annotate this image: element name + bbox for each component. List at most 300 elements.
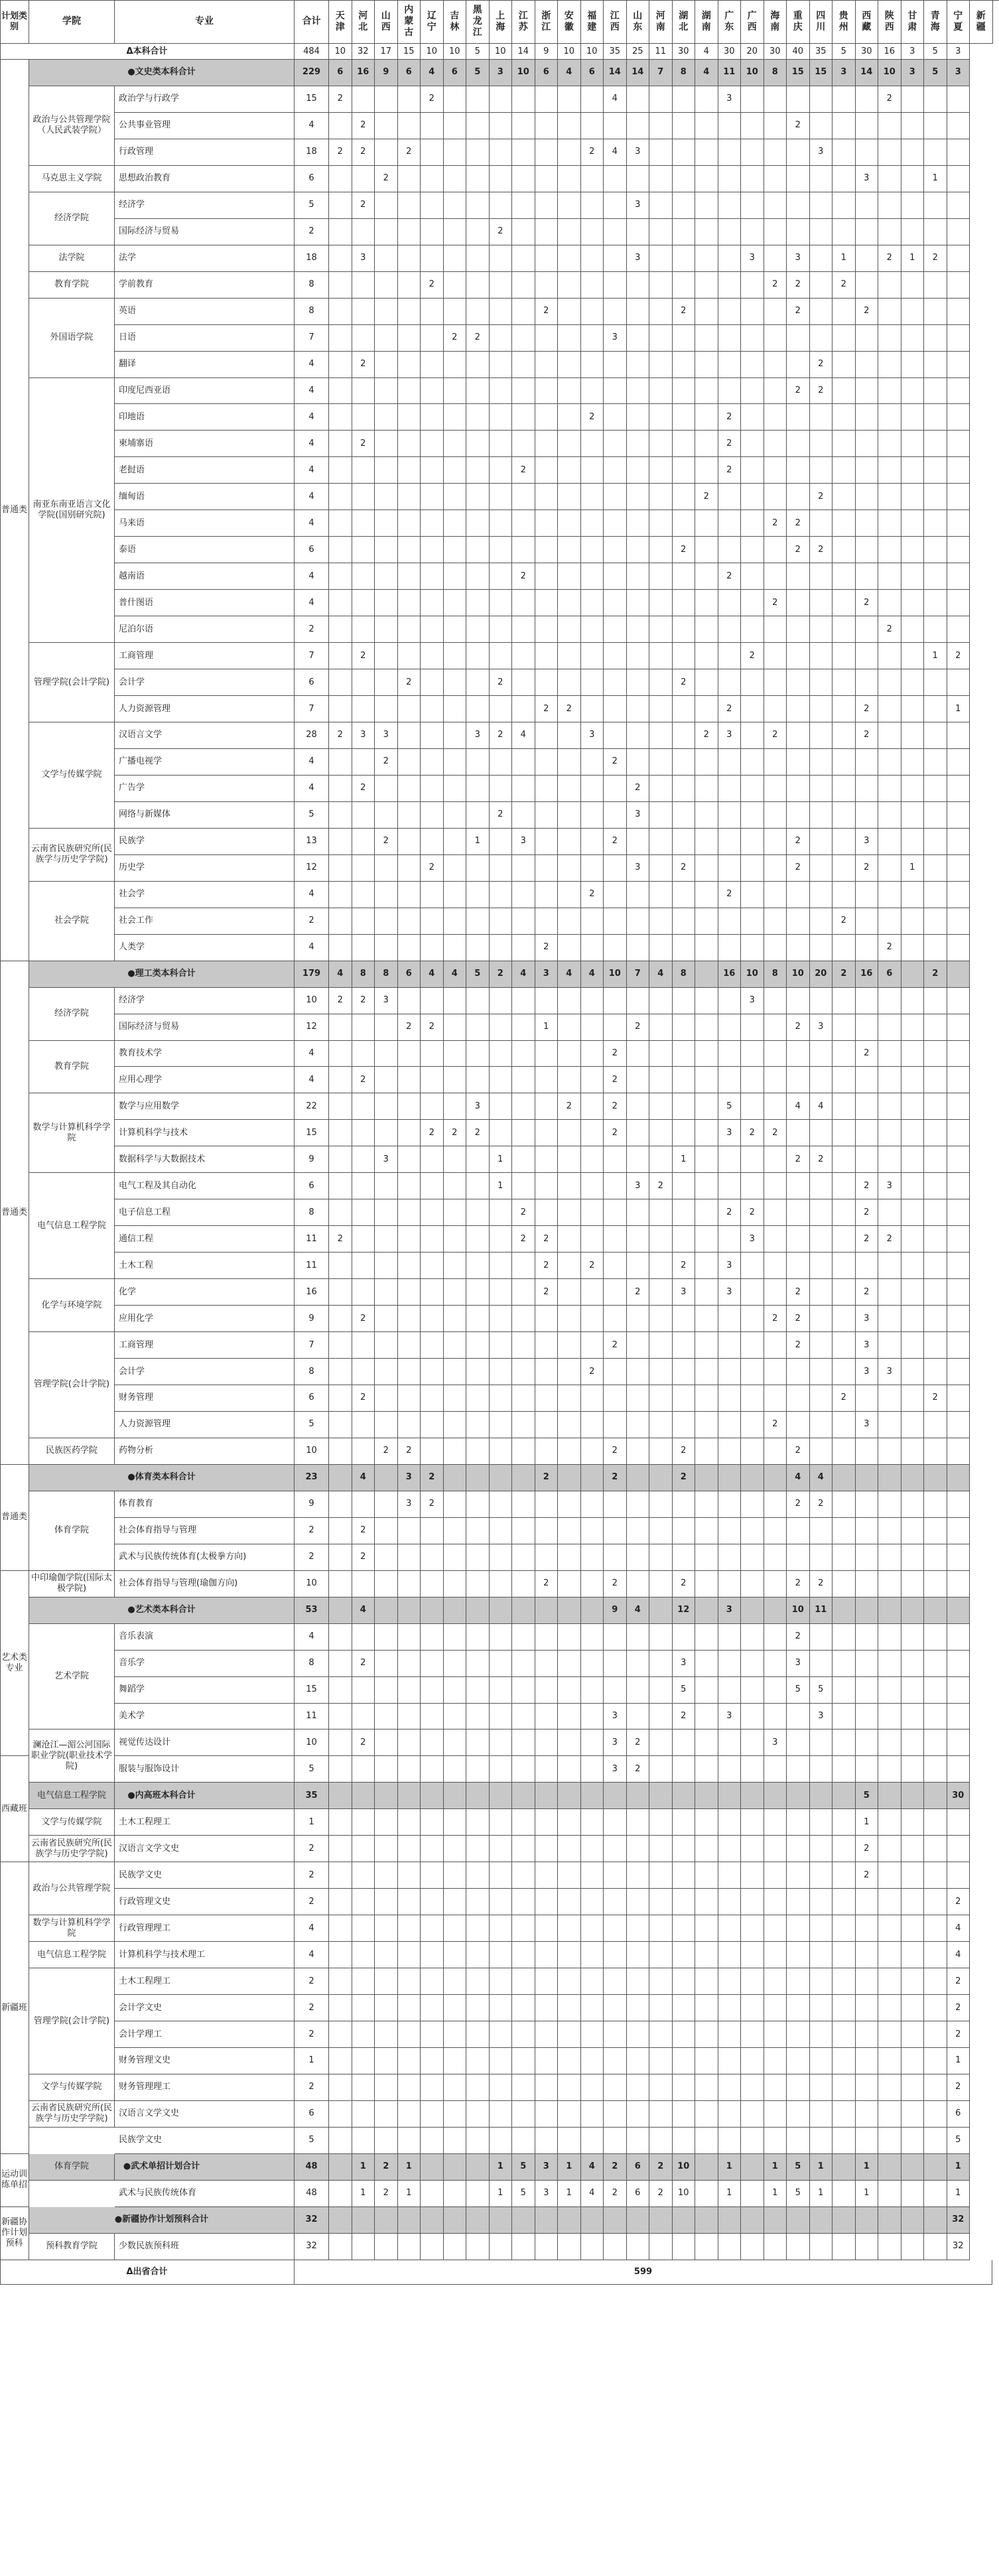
- province-value: [329, 908, 352, 935]
- province-value: 3: [604, 1756, 627, 1783]
- province-value: [535, 829, 559, 855]
- province-value: [741, 829, 764, 855]
- province-value: [627, 404, 650, 431]
- province-value: [741, 1756, 764, 1783]
- province-value: [375, 2048, 398, 2074]
- province-value: [924, 1226, 947, 1253]
- province-value: [581, 1862, 604, 1889]
- province-value: 2: [421, 1491, 444, 1518]
- college-name: 社会学院: [29, 882, 115, 961]
- province-value: [901, 352, 925, 378]
- province-value: [695, 988, 718, 1014]
- major-name: 社会学: [115, 882, 295, 908]
- province-value: [490, 1438, 513, 1465]
- province-value: [901, 1942, 925, 1968]
- row-total-value: 32: [295, 2234, 329, 2260]
- province-value: [878, 988, 901, 1014]
- province-value: [398, 219, 421, 245]
- province-value: [810, 404, 833, 431]
- province-value: [878, 1332, 901, 1359]
- province-value: 4: [787, 1093, 810, 1120]
- province-value: [490, 1465, 513, 1491]
- province-value: [832, 1889, 856, 1915]
- province-value: [581, 86, 604, 113]
- province-value: [741, 855, 764, 882]
- province-value: [695, 2154, 718, 2181]
- province-value: [878, 484, 901, 510]
- province-value: [673, 1120, 696, 1146]
- province-value: [329, 1253, 352, 1279]
- province-value: 3: [490, 60, 513, 86]
- province-value: 1: [673, 1146, 696, 1173]
- province-value: [832, 219, 856, 245]
- province-value: [444, 1465, 467, 1491]
- province-value: [856, 1465, 879, 1491]
- province-value: [466, 935, 490, 961]
- province-value: 8: [764, 60, 787, 86]
- province-value: 10: [741, 961, 764, 988]
- province-value: [444, 2074, 467, 2101]
- province-value: [581, 352, 604, 378]
- province-value: [535, 245, 559, 272]
- province-value: 2: [581, 404, 604, 431]
- province-value: [901, 669, 925, 696]
- province-value: [627, 325, 650, 352]
- province-value: [924, 590, 947, 616]
- province-value: [649, 325, 673, 352]
- row-total-value: 2: [295, 1862, 329, 1889]
- province-value: 2: [787, 537, 810, 563]
- province-value: [924, 457, 947, 484]
- province-value: 2: [787, 1332, 810, 1359]
- province-value: [741, 882, 764, 908]
- province-value: [695, 1385, 718, 1412]
- province-value: [604, 1226, 627, 1253]
- province-value: [924, 299, 947, 325]
- province-value: [535, 988, 559, 1014]
- major-name: 社会体育指导与管理: [115, 1518, 295, 1544]
- province-value: [741, 722, 764, 749]
- province-value: [741, 299, 764, 325]
- province-value: 2: [421, 272, 444, 299]
- province-value: [787, 669, 810, 696]
- province-value: [581, 1624, 604, 1651]
- college-name: 预科教育学院: [29, 2234, 115, 2260]
- province-value: [512, 1942, 535, 1968]
- row-total-value: 4: [295, 563, 329, 590]
- province-value: [558, 1704, 581, 1730]
- province-value: [741, 1014, 764, 1041]
- province-value: [466, 192, 490, 219]
- province-value: [718, 510, 742, 537]
- province-value: [581, 1729, 604, 1756]
- province-value: [947, 1120, 970, 1146]
- province-value: [832, 1041, 856, 1067]
- province-value: [878, 2128, 901, 2154]
- province-value: 2: [787, 1491, 810, 1518]
- province-value: [695, 1836, 718, 1862]
- province-value: 4: [512, 961, 535, 988]
- major-name: 应用化学: [115, 1306, 295, 1332]
- province-value: 2: [604, 1093, 627, 1120]
- province-value: [512, 325, 535, 352]
- province-value: [695, 1544, 718, 1571]
- province-value: [558, 1968, 581, 1995]
- province-value: [856, 2207, 879, 2234]
- province-value: [490, 1809, 513, 1836]
- province-value: 3: [535, 961, 559, 988]
- province-value: [329, 1729, 352, 1756]
- province-value: [398, 1651, 421, 1677]
- province-value: [329, 2181, 352, 2207]
- province-value: [604, 431, 627, 457]
- province-value: [856, 1518, 879, 1544]
- province-value: [924, 1889, 947, 1915]
- province-value: [901, 2101, 925, 2128]
- province-value: [490, 696, 513, 722]
- province-value: 1: [810, 2154, 833, 2181]
- major-name: 国际经济与贸易: [115, 219, 295, 245]
- province-value: [329, 776, 352, 802]
- province-value: [878, 113, 901, 139]
- province-value: 2: [352, 988, 375, 1014]
- province-value: [375, 1385, 398, 1412]
- province-value: [649, 776, 673, 802]
- province-value: 2: [490, 722, 513, 749]
- province-value: [512, 1704, 535, 1730]
- province-value: 12: [673, 1597, 696, 1624]
- province-value: [787, 1173, 810, 1199]
- province-value: [741, 776, 764, 802]
- province-value: [810, 457, 833, 484]
- province-value: [466, 1809, 490, 1836]
- province-value: 2: [787, 1438, 810, 1465]
- province-value: [901, 908, 925, 935]
- province-value: [901, 484, 925, 510]
- province-value: [581, 1332, 604, 1359]
- province-value: [924, 802, 947, 829]
- province-value: [375, 219, 398, 245]
- province-value: [329, 2207, 352, 2234]
- province-value: [673, 192, 696, 219]
- province-value: [947, 352, 970, 378]
- province-value: [421, 1332, 444, 1359]
- province-value: [787, 1359, 810, 1385]
- province-value: [901, 1226, 925, 1253]
- province-value: [764, 1862, 787, 1889]
- province-value: [764, 2021, 787, 2048]
- province-value: [421, 776, 444, 802]
- province-value: [535, 2101, 559, 2128]
- major-name: 土木工程理工: [115, 1968, 295, 1995]
- province-value: 2: [673, 1465, 696, 1491]
- province-value: [512, 113, 535, 139]
- major-name: 柬埔寨语: [115, 431, 295, 457]
- row-total-value: 9: [295, 1491, 329, 1518]
- province-value: 2: [764, 1306, 787, 1332]
- province-value: 3: [787, 1651, 810, 1677]
- province-value: [512, 404, 535, 431]
- province-value: [512, 219, 535, 245]
- province-value: [901, 1704, 925, 1730]
- province-value: [490, 643, 513, 669]
- province-value: [604, 272, 627, 299]
- province-value: [764, 1783, 787, 1809]
- province-value: [695, 2234, 718, 2260]
- province-value: 2: [787, 113, 810, 139]
- province-value: [718, 829, 742, 855]
- province-value: [673, 2074, 696, 2101]
- province-value: 2: [947, 1889, 970, 1915]
- province-value: [856, 1438, 879, 1465]
- province-value: [490, 829, 513, 855]
- row-total-value: 4: [295, 484, 329, 510]
- province-value: [878, 1253, 901, 1279]
- plan-category: 艺术类专业: [0, 1571, 29, 1757]
- province-value: 4: [512, 722, 535, 749]
- major-name: 民族学文史: [115, 1862, 295, 1889]
- province-value: [741, 1915, 764, 1942]
- province-value: 2: [352, 643, 375, 669]
- province-value: [649, 1704, 673, 1730]
- province-value: [329, 1624, 352, 1651]
- province-value: [764, 139, 787, 166]
- province-value: [901, 378, 925, 405]
- province-value: [558, 855, 581, 882]
- province-value: [924, 935, 947, 961]
- province-value: [490, 1836, 513, 1862]
- province-value: [398, 1359, 421, 1385]
- header-province: 山东: [627, 0, 650, 44]
- province-value: [787, 1226, 810, 1253]
- province-value: [649, 299, 673, 325]
- province-value: [466, 2128, 490, 2154]
- province-value: [375, 1729, 398, 1756]
- province-value: [490, 2074, 513, 2101]
- province-value: [718, 802, 742, 829]
- province-value: [695, 352, 718, 378]
- province-value: [947, 1544, 970, 1571]
- province-value: [649, 1597, 673, 1624]
- plan-category: 普通类: [0, 1465, 29, 1571]
- row-total-value: 2: [295, 1518, 329, 1544]
- province-value: [856, 1729, 879, 1756]
- province-value: [764, 2234, 787, 2260]
- province-value: [490, 1518, 513, 1544]
- province-value: [512, 1518, 535, 1544]
- province-value: [764, 2101, 787, 2128]
- province-value: [673, 2207, 696, 2234]
- province-value: 3: [741, 245, 764, 272]
- province-value: 2: [764, 1412, 787, 1438]
- province-value: [832, 1942, 856, 1968]
- province-value: [604, 1651, 627, 1677]
- province-value: [466, 669, 490, 696]
- province-value: [947, 802, 970, 829]
- province-value: [558, 2234, 581, 2260]
- province-value: [673, 935, 696, 961]
- province-value: [558, 510, 581, 537]
- province-value: [375, 1332, 398, 1359]
- province-value: [856, 1385, 879, 1412]
- province-value: [444, 829, 467, 855]
- province-value: 2: [329, 988, 352, 1014]
- province-value: [352, 1226, 375, 1253]
- province-value: [558, 378, 581, 405]
- province-value: [764, 1465, 787, 1491]
- province-value: [787, 2021, 810, 2048]
- major-name: 数据科学与大数据技术: [115, 1146, 295, 1173]
- college-name: 电气信息工程学院: [29, 1942, 115, 1968]
- province-value: [421, 1518, 444, 1544]
- province-value: [901, 1836, 925, 1862]
- province-value: [490, 431, 513, 457]
- plan-category: 新疆协作计划预科: [0, 2207, 29, 2260]
- province-value: [718, 1332, 742, 1359]
- province-value: [375, 1491, 398, 1518]
- province-value: [810, 1544, 833, 1571]
- province-value: [375, 1836, 398, 1862]
- province-value: [444, 1438, 467, 1465]
- province-value: [535, 802, 559, 829]
- major-name: 药物分析: [115, 1438, 295, 1465]
- province-value: [558, 1041, 581, 1067]
- province-value: [924, 855, 947, 882]
- province-value: [398, 325, 421, 352]
- province-value: [512, 1968, 535, 1995]
- province-value: [352, 1624, 375, 1651]
- province-value: [856, 378, 879, 405]
- undergrad-total-value: 5: [832, 44, 856, 60]
- province-value: [741, 590, 764, 616]
- major-name: 广告学: [115, 776, 295, 802]
- province-value: [947, 1199, 970, 1226]
- province-value: [490, 2234, 513, 2260]
- province-value: 2: [329, 722, 352, 749]
- header-province: 福建: [581, 0, 604, 44]
- province-value: 2: [352, 1385, 375, 1412]
- province-value: [741, 86, 764, 113]
- province-value: [627, 2048, 650, 2074]
- province-value: [466, 537, 490, 563]
- province-value: [649, 1651, 673, 1677]
- province-value: [901, 219, 925, 245]
- province-value: [695, 1968, 718, 1995]
- province-value: [741, 510, 764, 537]
- province-value: [375, 1226, 398, 1253]
- province-value: 2: [947, 2021, 970, 2048]
- province-value: [444, 1704, 467, 1730]
- province-value: [695, 272, 718, 299]
- province-value: [741, 1783, 764, 1809]
- province-value: [352, 1332, 375, 1359]
- province-value: [375, 1651, 398, 1677]
- college-name: 南亚东南亚语言文化学院(国别研究院): [29, 378, 115, 644]
- province-value: [375, 272, 398, 299]
- province-value: [581, 1544, 604, 1571]
- plan-category: 普通类: [0, 60, 29, 961]
- province-value: [466, 457, 490, 484]
- province-value: [718, 272, 742, 299]
- province-value: [901, 1491, 925, 1518]
- major-name: 社会工作: [115, 908, 295, 935]
- province-value: 3: [718, 1704, 742, 1730]
- province-value: [466, 1544, 490, 1571]
- province-value: [741, 1571, 764, 1597]
- province-value: [649, 1624, 673, 1651]
- province-value: [718, 1306, 742, 1332]
- province-value: [512, 616, 535, 643]
- province-value: [329, 192, 352, 219]
- province-value: [832, 1677, 856, 1704]
- province-value: [444, 1253, 467, 1279]
- province-value: [649, 1438, 673, 1465]
- province-value: [329, 404, 352, 431]
- province-value: [421, 1173, 444, 1199]
- province-value: [444, 484, 467, 510]
- province-value: [466, 1385, 490, 1412]
- province-value: [398, 1677, 421, 1704]
- province-value: 2: [375, 2154, 398, 2181]
- province-value: 2: [604, 1571, 627, 1597]
- plan-category: 运动训练单招: [0, 2154, 29, 2207]
- province-value: [947, 563, 970, 590]
- province-value: [421, 113, 444, 139]
- province-value: [924, 325, 947, 352]
- province-value: 9: [604, 1597, 627, 1624]
- province-value: [764, 1624, 787, 1651]
- province-value: [947, 192, 970, 219]
- province-value: [947, 1677, 970, 1704]
- province-value: 3: [856, 1412, 879, 1438]
- province-value: [352, 1704, 375, 1730]
- province-value: [421, 299, 444, 325]
- row-total-value: 23: [295, 1465, 329, 1491]
- province-value: [581, 2048, 604, 2074]
- province-value: [764, 2048, 787, 2074]
- province-value: [878, 2101, 901, 2128]
- province-value: [810, 590, 833, 616]
- province-value: [329, 113, 352, 139]
- province-value: [673, 1968, 696, 1995]
- province-value: [535, 352, 559, 378]
- province-value: [673, 1889, 696, 1915]
- province-value: [444, 1915, 467, 1942]
- province-value: 2: [352, 1306, 375, 1332]
- province-value: [375, 2234, 398, 2260]
- province-value: 4: [787, 1465, 810, 1491]
- province-value: [352, 1412, 375, 1438]
- province-value: [787, 1412, 810, 1438]
- province-value: [490, 1253, 513, 1279]
- province-value: [832, 192, 856, 219]
- province-value: [604, 1014, 627, 1041]
- province-value: [924, 378, 947, 405]
- province-value: [718, 325, 742, 352]
- province-value: [329, 1783, 352, 1809]
- province-value: [329, 1995, 352, 2021]
- province-value: [856, 1253, 879, 1279]
- row-total-value: 6: [295, 1173, 329, 1199]
- province-value: [535, 776, 559, 802]
- province-value: [924, 1041, 947, 1067]
- province-value: [856, 245, 879, 272]
- province-value: [490, 1783, 513, 1809]
- province-value: [856, 1677, 879, 1704]
- province-value: [856, 908, 879, 935]
- province-value: [718, 1756, 742, 1783]
- province-value: [444, 1173, 467, 1199]
